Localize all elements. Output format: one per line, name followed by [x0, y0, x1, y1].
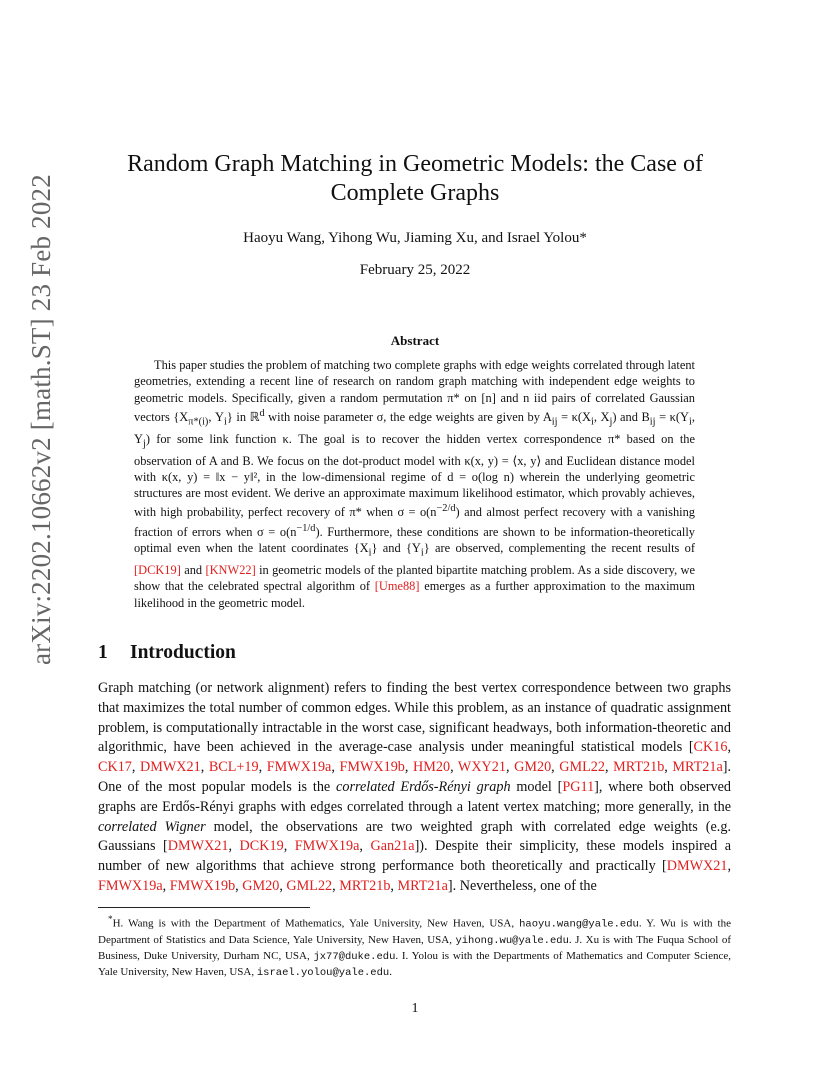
citation-link[interactable]: MRT21a [672, 759, 723, 776]
section-number: 1 [98, 642, 108, 663]
email-address: yihong.wu@yale.edu [455, 934, 569, 947]
citation-link[interactable]: MRT21a [397, 877, 448, 894]
citation-link[interactable]: DMWX21 [666, 858, 728, 875]
citation-link[interactable]: GM20 [514, 759, 552, 776]
email-address: haoyu.wang@yale.edu [519, 918, 639, 931]
citation-link[interactable]: PG11 [562, 778, 595, 795]
email-address: israel.yolou@yale.edu [256, 967, 390, 980]
citation-link[interactable]: DMWX21 [140, 759, 201, 776]
email-address: jx77@duke.edu [313, 951, 396, 964]
section-heading [98, 642, 236, 664]
citation-link[interactable]: CK17 [98, 759, 132, 776]
citation-link[interactable]: DCK19 [239, 838, 284, 855]
citation-link[interactable]: FMWX19b [169, 877, 236, 894]
publication-date: February 25, 2022 [359, 262, 471, 278]
citation-link[interactable]: MRT21b [339, 877, 391, 894]
section-title: Introduction [130, 642, 236, 663]
citation-link[interactable]: GML22 [559, 759, 605, 776]
citation-link[interactable]: CK16 [693, 739, 728, 756]
citation-link[interactable]: FMWX19a [294, 838, 360, 855]
introduction-paragraph: Graph matching (or network alignment) refers to finding the best vertex correspondence between two graphs that maximizes the total number of common edges. While this problem, as an instance of quadratic assignment problem, is computationally intractable in the worst case, significant headways, both information-theoretic and algorithmic, have been achieved in the average-case analysis under meaningful statistical models [CK16, CK17, DMWX21, BCL+19, FMWX19a, FMWX19b, HM20, WXY21, GM20, GML22, MRT21b, MRT21a]. One of the most popular models is the correlated Erdős-Rényi graph model [PG11], where both observed graphs are Erdős-Rényi graphs with edges correlated through a latent vertex matching; more generally, in the correlated Wigner model, the observations are two weighted graph with correlated edge weights (e.g. Gaussians [DMWX21, DCK19, FMWX19a, Gan21a]). Despite their simplicity, these models inspired a number of new algorithms that achieve strong performance both theoretically and practically [DMWX21, FMWX19a, FMWX19b, GM20, GML22, MRT21b, MRT21a]. Nevertheless, one of the [98, 680, 732, 894]
citation-link[interactable]: DMWX21 [167, 838, 229, 855]
page-number: 1 [411, 1001, 419, 1016]
author-list: Haoyu Wang, Yihong Wu, Jiaming Xu, and Israel Yolou* [243, 230, 587, 246]
citation-link[interactable]: Ume88 [378, 579, 416, 594]
citation-link[interactable]: WXY21 [457, 759, 506, 776]
footnote-divider [98, 907, 310, 908]
citation-link[interactable]: MRT21b [613, 759, 665, 776]
citation-link[interactable]: GM20 [242, 877, 280, 894]
citation-link[interactable]: FMWX19b [339, 759, 405, 776]
citation-link[interactable]: HM20 [413, 759, 451, 776]
paper-title: Random Graph Matching in Geometric Models: the Case of Complete Graphs [127, 151, 703, 206]
abstract-heading: Abstract [390, 333, 440, 348]
arxiv-identifier-stamp: arXiv:2202.10662v2 [math.ST] 23 Feb 2022 [26, 174, 56, 665]
citation-link[interactable]: GML22 [286, 877, 333, 894]
abstract-body: This paper studies the problem of matching two complete graphs with edge weights correlated through latent geometries, extending a recent line of research on random graph matching with independent edge weights to geometric models. Specifically, given a random permutation π* on [n] and n iid pairs of correlated Gaussian vectors {$X_{\pi*(i)}$, $Y_i$} in ℝ$^d$ with noise parameter σ, the edge weights are given by $A_{ij} = \kappa(X_i$, $X_j$) and $B_{ij} = \kappa(Y_i$, $Y_j$) for some link function κ. The goal is to recover the hidden vertex correspondence π* based on the observation of A and B. We focus on the dot-product model with κ(x, y) = ⟨x, y⟩ and Euclidean distance model with κ(x, y) = ‖x − y‖², in the low-dimensional regime of d = o(log n) wherein the underlying geometric structures are most evident. We derive an approximate maximum likelihood estimator, which provably achieves, with high probability, perfect recovery of π* when $\sigma = o(n^{-2/d})$ and almost perfect recovery with a vanishing fraction of errors when $\sigma = o(n^{-1/d})$. Furthermore, these conditions are shown to be information-theoretically optimal even when the latent coordinates $\{X_i\}$ and $\{Y_i\}$ are observed, complementing the recent results of [DCK19] and [KNW22] in geometric models of the planted bipartite matching problem. As a side discovery, we show that the celebrated spectral algorithm of [Ume88] emerges as a further approximation to the maximum likelihood in the geometric model. [134, 358, 696, 610]
citation-link[interactable]: FMWX19a [98, 877, 163, 894]
citation-link[interactable]: DCK19 [138, 563, 177, 578]
author-affiliations-footnote: *H. Wang is with the Department of Mathematics, Yale University, New Haven, USA, haoyu.wang@yale.edu. Y. Wu is with the Department of Statistics and Data Science, Yale University, New Haven, USA, yihong.wu@yale.edu. J. Xu is with The Fuqua School of Business, Duke University, Durham NC, USA, jx77@duke.edu. I. Yolou is with the Departments of Mathematics and Computer Science, Yale University, New Haven, USA, israel.yolou@yale.edu. [98, 914, 732, 980]
citation-link[interactable]: Gan21a [370, 838, 415, 855]
citation-link[interactable]: KNW22 [209, 563, 252, 578]
citation-link[interactable]: FMWX19a [266, 759, 332, 776]
citation-link[interactable]: BCL+19 [208, 759, 259, 776]
